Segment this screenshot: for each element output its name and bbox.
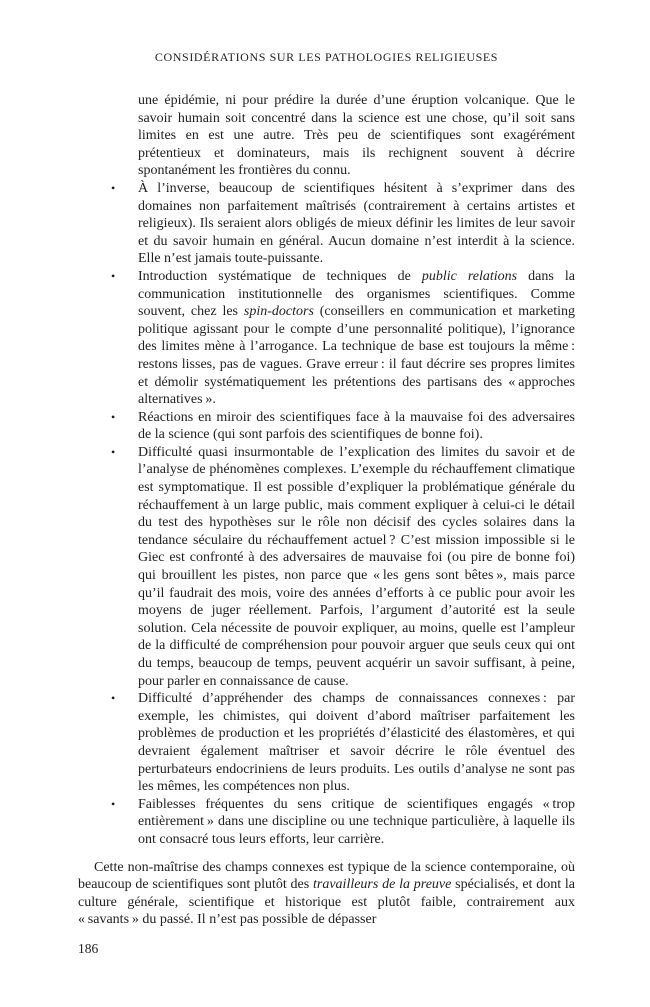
page-body [78,92,575,929]
running-header: CONSIDÉRATIONS SUR LES PATHOLOGIES RELIGIEUSES [154,50,499,64]
page-number: 186 [78,941,99,956]
list-item: • Difficulté quasi insurmontable de l’explication des limites du savoir et de l’analyse de phénomènes complexes. L’exemple du réchauffement climatique est symptomatique. Il est possible d’expliquer la problématique générale du réchauffement à un large public, mais comment expliquer à celui-ci le détail du test des hypothèses sur le rôle non décisif des cycles solaires dans la tendance séculaire du réchauffement actuel ? C’est mission impossible si le Giec est confronté à des adversaires de mauvaise foi (ou pire de bonne foi) qui brouillent les pistes, non parce que « les gens sont bêtes », mais parce qu’il faudrait des mois, voire des années d’efforts à ce public pour avoir les moyens de juger réellement. Parfois, l’argument d’autorité est la seule solution. Cela nécessite de pouvoir expliquer, au moins, quelle est l’ampleur de la difficulté de compréhension pour pouvoir arguer que seuls ceux qui ont du temps, beaucoup de temps, peuvent acquérir un savoir suffisant, à peine, pour parler en connaissance de cause. [138,444,575,690]
list-item: • Réactions en miroir des scientifiques face à la mauvaise foi des adversaires de la science (qui sont parfois des scientifiques de bonne foi). [138,409,575,444]
list-item: • Faiblesses fréquentes du sens critique de scientifiques engagés « trop entièrement » dans une discipline ou une technique particulière, à laquelle ils ont consacré tous leurs efforts, leur carrière. [138,796,575,849]
list-item: • Difficulté d’appréhender des champs de connaissances connexes : par exemple, les chimistes, qui doivent d’abord maîtriser parfaitement les problèmes de production et les propriétés d’élasticité des élastomères, et qui devraient également maîtriser et savoir décrire le rôle éventuel des perturbateurs endocriniens de leurs produits. Les outils d’analyse ne sont pas les mêmes, les compétences non plus. [138,690,575,796]
list-item: • Introduction systématique de techniques de public relations dans la communication institutionnelle des organismes scientifiques. Comme souvent, chez les spin-doctors (conseillers en communication et marketing politique agissant pour le compte d’une personnalité politique), l’ignorance des limites mène à l’arrogance. La technique de base est toujours la même : restons lisses, pas de vagues. Grave erreur : il faut décrire ses propres limites et démolir systématiquement les prétentions des partisans des « approches alternatives ». [138,268,575,409]
bullet-list [78,180,575,849]
closing-paragraph: Cette non-maîtrise des champs connexes est typique de la science contemporaine, où beaucoup de scientifiques sont plutôt des travailleurs de la preuve spécialisés, et dont la culture générale, scientifique et historique est plutôt faible, contrairement aux « savants » du passé. Il n’est pas possible de dépasser [78,859,575,928]
list-item: • À l’inverse, beaucoup de scientifiques hésitent à s’exprimer dans des domaines non parfaitement maîtrisés (contrairement à certains artistes et religieux). Ils seraient alors obligés de mieux définir les limites de leur savoir et du savoir humain en général. Aucun domaine n’est interdit à la science. Elle n’est jamais toute-puissante. [138,180,575,268]
paragraph-continuation: une épidémie, ni pour prédire la durée d’une éruption volcanique. Que le savoir humain soit concentré dans la science est une chose, qu’il soit sans limites en est une autre. Très peu de scientifiques sont exagérément prétentieux et dominateurs, mais ils rechignent souvent à décrire spontanément les frontières du connu. [138,93,575,179]
